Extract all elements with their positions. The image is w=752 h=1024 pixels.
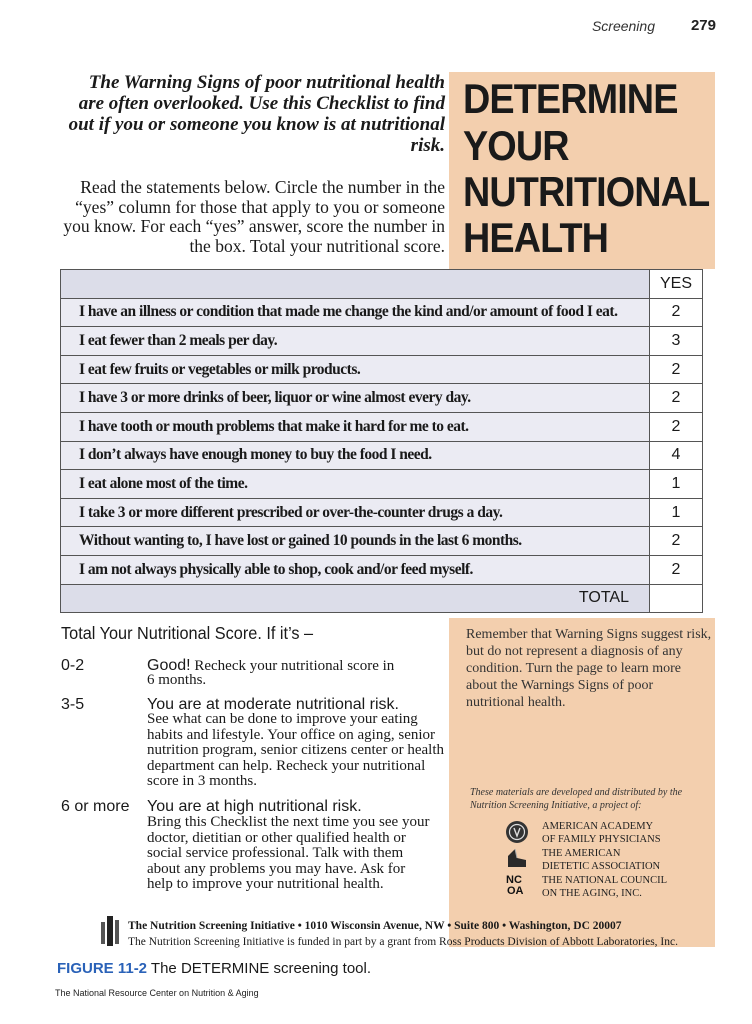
checklist-statement: Without wanting to, I have lost or gained 10 pounds in the last 6 months.	[61, 527, 650, 556]
figure-caption-text: The DETERMINE screening tool.	[147, 960, 372, 977]
range-body-high: Bring this Checklist the next time you see your doctor, dietitian or other qualified health or social service professional. Talk with them about any problems you may have. Ask for help to improve your nutritional health.	[147, 814, 430, 893]
checklist-score[interactable]: 1	[650, 498, 703, 527]
footer-funding: The Nutrition Screening Initiative is funded in part by a grant from Ross Products Division of Abbott Laboratories, Inc.	[128, 936, 678, 948]
range-heading-low-text: Good!	[147, 657, 191, 674]
figure-caption	[57, 960, 371, 977]
checklist-total-row	[61, 584, 703, 613]
title-word-determine: DETERMINE	[463, 75, 678, 122]
checklist-score[interactable]: 1	[650, 470, 703, 499]
checklist-score[interactable]: 3	[650, 327, 703, 356]
svg-text:NC: NC	[506, 874, 522, 886]
range-label-low: 0-2	[61, 657, 85, 674]
org-ada	[542, 847, 660, 873]
figure-label: FIGURE 11-2	[57, 960, 148, 977]
org-ncoa	[542, 874, 667, 900]
checklist-row	[61, 355, 703, 384]
checklist-score[interactable]: 4	[650, 441, 703, 470]
checklist-score[interactable]: 2	[650, 355, 703, 384]
checklist-statement: I have tooth or mouth problems that make it hard for me to eat.	[61, 412, 650, 441]
checklist-score[interactable]: 2	[650, 555, 703, 584]
footer-address: The Nutrition Screening Initiative • 1010 Wisconsin Avenue, NW • Suite 800 • Washington, DC 20007	[128, 920, 622, 932]
running-header-section: Screening	[591, 18, 655, 34]
total-score-box[interactable]	[650, 584, 703, 613]
checklist-row	[61, 327, 703, 356]
checklist-statement: I eat fewer than 2 meals per day.	[61, 327, 650, 356]
checklist-table	[60, 269, 703, 613]
range-inline-low-text: Recheck your nutritional score in	[190, 658, 395, 674]
checklist-statement: I am not always physically able to shop, cook and/or feed myself.	[61, 555, 650, 584]
checklist-row	[61, 298, 703, 327]
intro-warning-text: The Warning Signs of poor nutritional health are often overlooked. Use this Checklist to find out if you or someone you know is at nutritional risk.	[68, 72, 445, 156]
org-aafp-line2: OF FAMILY PHYSICIANS	[542, 834, 661, 845]
checklist-score[interactable]: 2	[650, 527, 703, 556]
checklist-statement: I eat few fruits or vegetables or milk products.	[61, 355, 650, 384]
remember-note: Remember that Warning Signs suggest risk, but do not represent a diagnosis of any condition. Turn the page to learn more about the Warnings Signs of poor nutritional health.	[466, 627, 712, 710]
checklist-statement: I take 3 or more different prescribed or over-the-counter drugs a day.	[61, 498, 650, 527]
checklist-row	[61, 470, 703, 499]
checklist-statement: I have 3 or more drinks of beer, liquor or wine almost every day.	[61, 384, 650, 413]
yes-column-header: YES	[650, 270, 703, 299]
figure-source: The National Resource Center on Nutrition & Aging	[55, 988, 259, 998]
org-ada-line2: DIETETIC ASSOCIATION	[542, 861, 661, 872]
org-ncoa-line1: THE NATIONAL COUNCIL	[542, 875, 668, 886]
org-ncoa-line2: ON THE AGING, INC.	[542, 888, 642, 899]
range-heading-high: You are at high nutritional risk.	[147, 798, 362, 815]
total-label: TOTAL	[61, 584, 650, 613]
org-aafp	[542, 820, 661, 846]
checklist-score[interactable]: 2	[650, 412, 703, 441]
ada-logo-icon	[505, 846, 529, 870]
title-word-health: HEALTH	[463, 214, 609, 261]
aafp-seal-icon	[505, 820, 529, 844]
checklist-row	[61, 498, 703, 527]
checklist-score[interactable]: 2	[650, 298, 703, 327]
title-word-nutritional: NUTRITIONAL	[463, 168, 710, 215]
checklist-row	[61, 527, 703, 556]
range-heading-moderate: You are at moderate nutritional risk.	[147, 696, 399, 713]
checklist-statement: I eat alone most of the time.	[61, 470, 650, 499]
org-aafp-line1: AMERICAN ACADEMY	[542, 821, 654, 832]
org-ada-line1: THE AMERICAN	[542, 848, 621, 859]
ncoa-logo-icon	[505, 872, 529, 896]
range-label-moderate: 3-5	[61, 696, 85, 713]
checklist-row	[61, 412, 703, 441]
svg-text:OA: OA	[507, 885, 524, 896]
intro-instructions-text: Read the statements below. Circle the number in the “yes” column for those that apply to you or someone you know. For each “yes” answer, score the number in the box. Total your nutritional score.	[63, 177, 445, 256]
page-number: 279	[690, 17, 716, 34]
materials-note: These materials are developed and distributed by the Nutrition Screening Initiative, a project of:	[470, 787, 683, 811]
range-body-moderate: See what can be done to improve your eating habits and lifestyle. Your office on aging, senior nutrition program, senior citizens center or health department can help. Recheck your nutritional score in 3 months.	[147, 711, 444, 790]
title-word-your: YOUR	[463, 122, 569, 169]
scoring-title: Total Your Nutritional Score. If it’s –	[61, 623, 314, 643]
checklist-row	[61, 384, 703, 413]
checklist-row	[61, 441, 703, 470]
checklist-statement: I have an illness or condition that made me change the kind and/or amount of food I eat.	[61, 298, 650, 327]
nsi-logo-icon	[98, 914, 122, 948]
header-blank-cell	[61, 270, 650, 299]
checklist-statement: I don’t always have enough money to buy the food I need.	[61, 441, 650, 470]
checklist-row	[61, 555, 703, 584]
range-body-low: 6 months.	[147, 672, 207, 688]
range-label-high: 6 or more	[61, 798, 130, 815]
checklist-header-row	[61, 270, 703, 299]
checklist-score[interactable]: 2	[650, 384, 703, 413]
